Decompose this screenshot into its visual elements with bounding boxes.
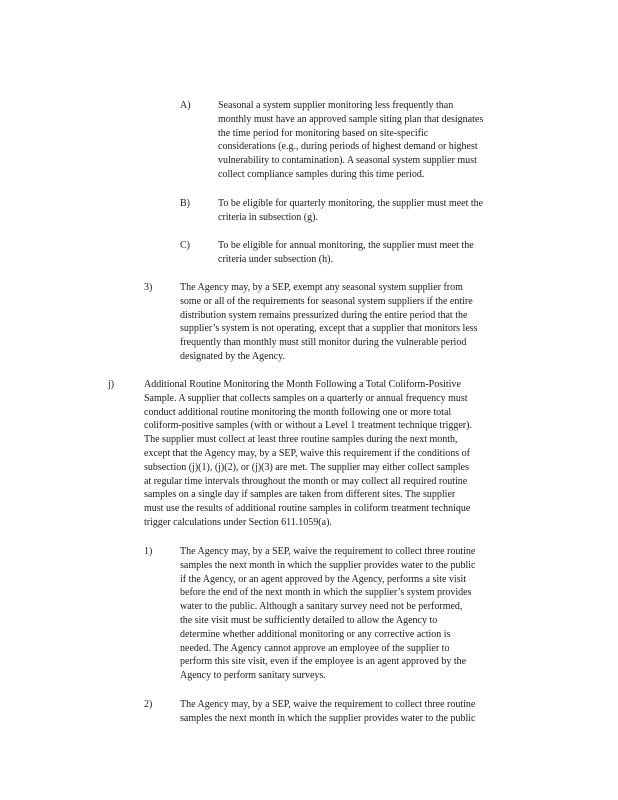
item-text	[144, 378, 540, 530]
text-line: The Agency may, by a SEP, waive the requirement to collect three routine	[180, 699, 476, 710]
item-text	[180, 545, 540, 683]
text-line: if the Agency, or an agent approved by the Agency, performs a site visit	[180, 573, 467, 585]
item-label: C)	[180, 240, 190, 251]
text-line: Sample. A supplier that collects samples on a quarterly or annual frequency must	[144, 392, 468, 404]
text-line: criteria under subsection (h).	[218, 253, 333, 265]
text-line: samples the next month in which the supplier provides water to the public	[180, 712, 476, 724]
text-line: at regular time intervals throughout the month or may collect all required routine	[144, 475, 468, 487]
item-label: 1)	[144, 546, 153, 557]
item-label: B)	[180, 198, 190, 209]
item-text	[218, 239, 532, 267]
item-label: j)	[108, 379, 115, 390]
text-line: except that the Agency may, by a SEP, waive this requirement if the conditions of	[144, 447, 470, 459]
text-line: the time period for monitoring based on site-specific	[218, 127, 429, 139]
text-line: supplier’s system is not operating, except that a supplier that monitors less	[180, 323, 478, 335]
text-line: before the end of the next month in which the supplier’s system provides	[180, 587, 472, 599]
text-line: perform this site visit, even if the employee is an agent approved by the	[180, 656, 467, 668]
item-text	[180, 698, 540, 726]
text-line: Seasonal a system supplier monitoring less frequently than	[218, 100, 454, 111]
text-line: The Agency may, by a SEP, exempt any seasonal system supplier from	[180, 282, 463, 293]
text-line: determine whether additional monitoring or any corrective action is	[180, 628, 451, 640]
text-line: monthly must have an approved sample siting plan that designates	[218, 113, 484, 125]
text-line: coliform-positive samples (with or without a Level 1 treatment technique trigger).	[144, 420, 472, 432]
item-label: 2)	[144, 699, 153, 710]
text-line: distribution system remains pressurized during the entire period that the	[180, 309, 468, 321]
text-line: trigger calculations under Section 611.1059(a).	[144, 516, 332, 528]
text-line: To be eligible for quarterly monitoring, the supplier must meet the	[218, 198, 484, 209]
text-line: To be eligible for annual monitoring, the supplier must meet the	[218, 240, 474, 251]
item-text	[218, 197, 532, 225]
text-line: criteria in subsection (g).	[218, 211, 318, 223]
text-line: The supplier must collect at least three routine samples during the next month,	[144, 434, 458, 446]
text-line: samples the next month in which the supplier provides water to the public	[180, 559, 476, 571]
text-line: must use the results of additional routine samples in coliform treatment technique	[144, 503, 471, 515]
text-line: water to the public. Although a sanitary survey need not be performed,	[180, 601, 463, 613]
text-line: frequently than monthly must still monitor during the vulnerable period	[180, 337, 467, 349]
text-line: conduct additional routine monitoring the month following one or more total	[144, 406, 452, 418]
text-line: the site visit must be sufficiently detailed to allow the Agency to	[180, 614, 438, 626]
item-text	[180, 281, 540, 364]
text-line: vulnerability to contamination). A seasonal system supplier must	[218, 155, 477, 167]
text-line: considerations (e.g., during periods of highest demand or highest	[218, 141, 478, 153]
text-line: samples on a single day if samples are taken from different sites. The supplier	[144, 489, 456, 501]
item-label: A)	[180, 100, 191, 111]
text-line: The Agency may, by a SEP, waive the requirement to collect three routine	[180, 546, 476, 557]
text-line: subsection (j)(1), (j)(2), or (j)(3) are met. The supplier may either collect samples	[144, 461, 469, 473]
text-line: Agency to perform sanitary surveys.	[180, 670, 326, 682]
text-line: Additional Routine Monitoring the Month Following a Total Coliform-Positive	[144, 379, 461, 390]
text-line: collect compliance samples during this time period.	[218, 168, 425, 180]
item-text	[218, 99, 532, 182]
text-line: some or all of the requirements for seasonal system suppliers if the entire	[180, 295, 473, 307]
text-line: needed. The Agency cannot approve an employee of the supplier to	[180, 642, 450, 654]
item-label: 3)	[144, 282, 153, 293]
text-line: designated by the Agency.	[180, 350, 285, 362]
